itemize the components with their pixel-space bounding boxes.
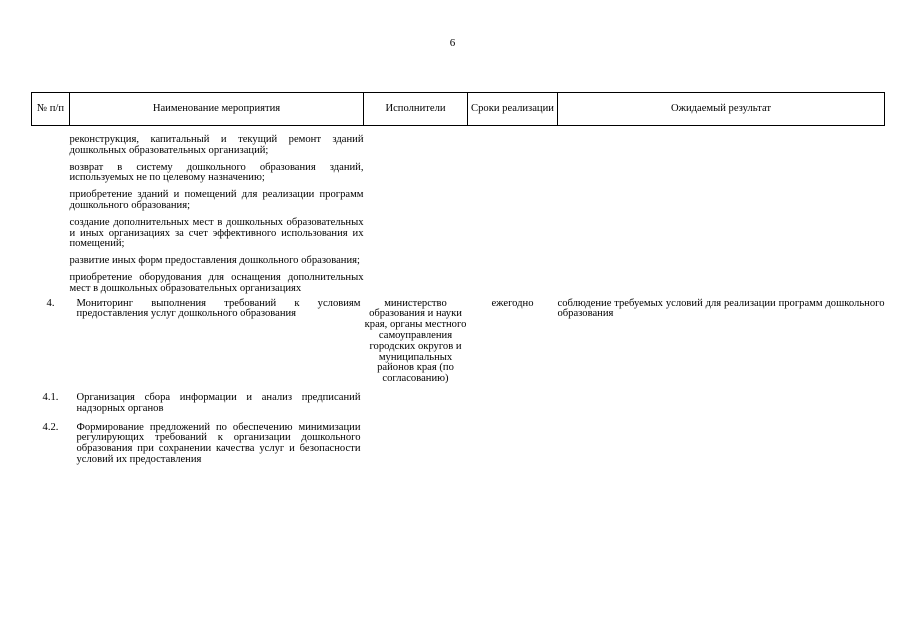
measures-table — [31, 92, 885, 466]
header-executors: Исполнители — [364, 93, 468, 126]
row-terms — [468, 415, 558, 466]
row-result: соблюдение требуемых условий для реализации программ дошкольного образования — [557, 297, 885, 320]
list-item: создание дополнительных мест в дошкольных образовательных и иных организациях за счет эффективного использования их помещений; — [69, 216, 364, 250]
row-executors — [364, 415, 468, 466]
row-name: Формирование предложений по обеспечению минимизации регулирующих требований к организации дошкольного образования при сохранении качества услуг и безопасности условий их предоставления — [76, 421, 361, 465]
list-item: приобретение оборудования для оснащения дополнительных мест в дошкольных образовательных организациях — [69, 271, 364, 294]
row-terms: ежегодно — [491, 297, 534, 309]
table-row — [32, 295, 885, 385]
table-row — [32, 415, 885, 466]
row-name: Организация сбора информации и анализ предписаний надзорных органов — [76, 391, 361, 414]
list-item: возврат в систему дошкольного образования зданий, используемых не по целевому назначению; — [69, 161, 364, 184]
table-header-row — [32, 93, 885, 126]
row-executors — [364, 385, 468, 415]
row-num: 4.1. — [42, 391, 59, 403]
header-terms: Сроки реализации — [468, 93, 558, 126]
page-number: 6 — [449, 37, 456, 49]
row-result — [558, 385, 885, 415]
row-num: 4.2. — [42, 421, 59, 433]
row-executors: министерство образования и науки края, органы местного самоуправления городских округов и муниципальных районов края (по согласованию) — [364, 297, 467, 385]
row-name: Мониторинг выполнения требований к условиям предоставления услуг дошкольного образования — [76, 297, 361, 320]
header-num: № п/п — [32, 93, 70, 126]
list-item: приобретение зданий и помещений для реализации программ дошкольного образования; — [69, 189, 364, 211]
list-item: реконструкция, капитальный и текущий ремонт зданий дошкольных образовательных организаций; — [69, 134, 364, 156]
table-row — [32, 385, 885, 415]
header-name: Наименование мероприятия — [70, 93, 364, 126]
row-terms — [468, 385, 558, 415]
row-result — [558, 415, 885, 466]
continued-items-cell — [70, 126, 364, 295]
row-num: 4. — [46, 297, 55, 309]
header-result: Ожидаемый результат — [558, 93, 885, 126]
table-row-continued — [32, 126, 885, 295]
list-item: развитие иных форм предоставления дошкольного образования; — [69, 255, 360, 267]
